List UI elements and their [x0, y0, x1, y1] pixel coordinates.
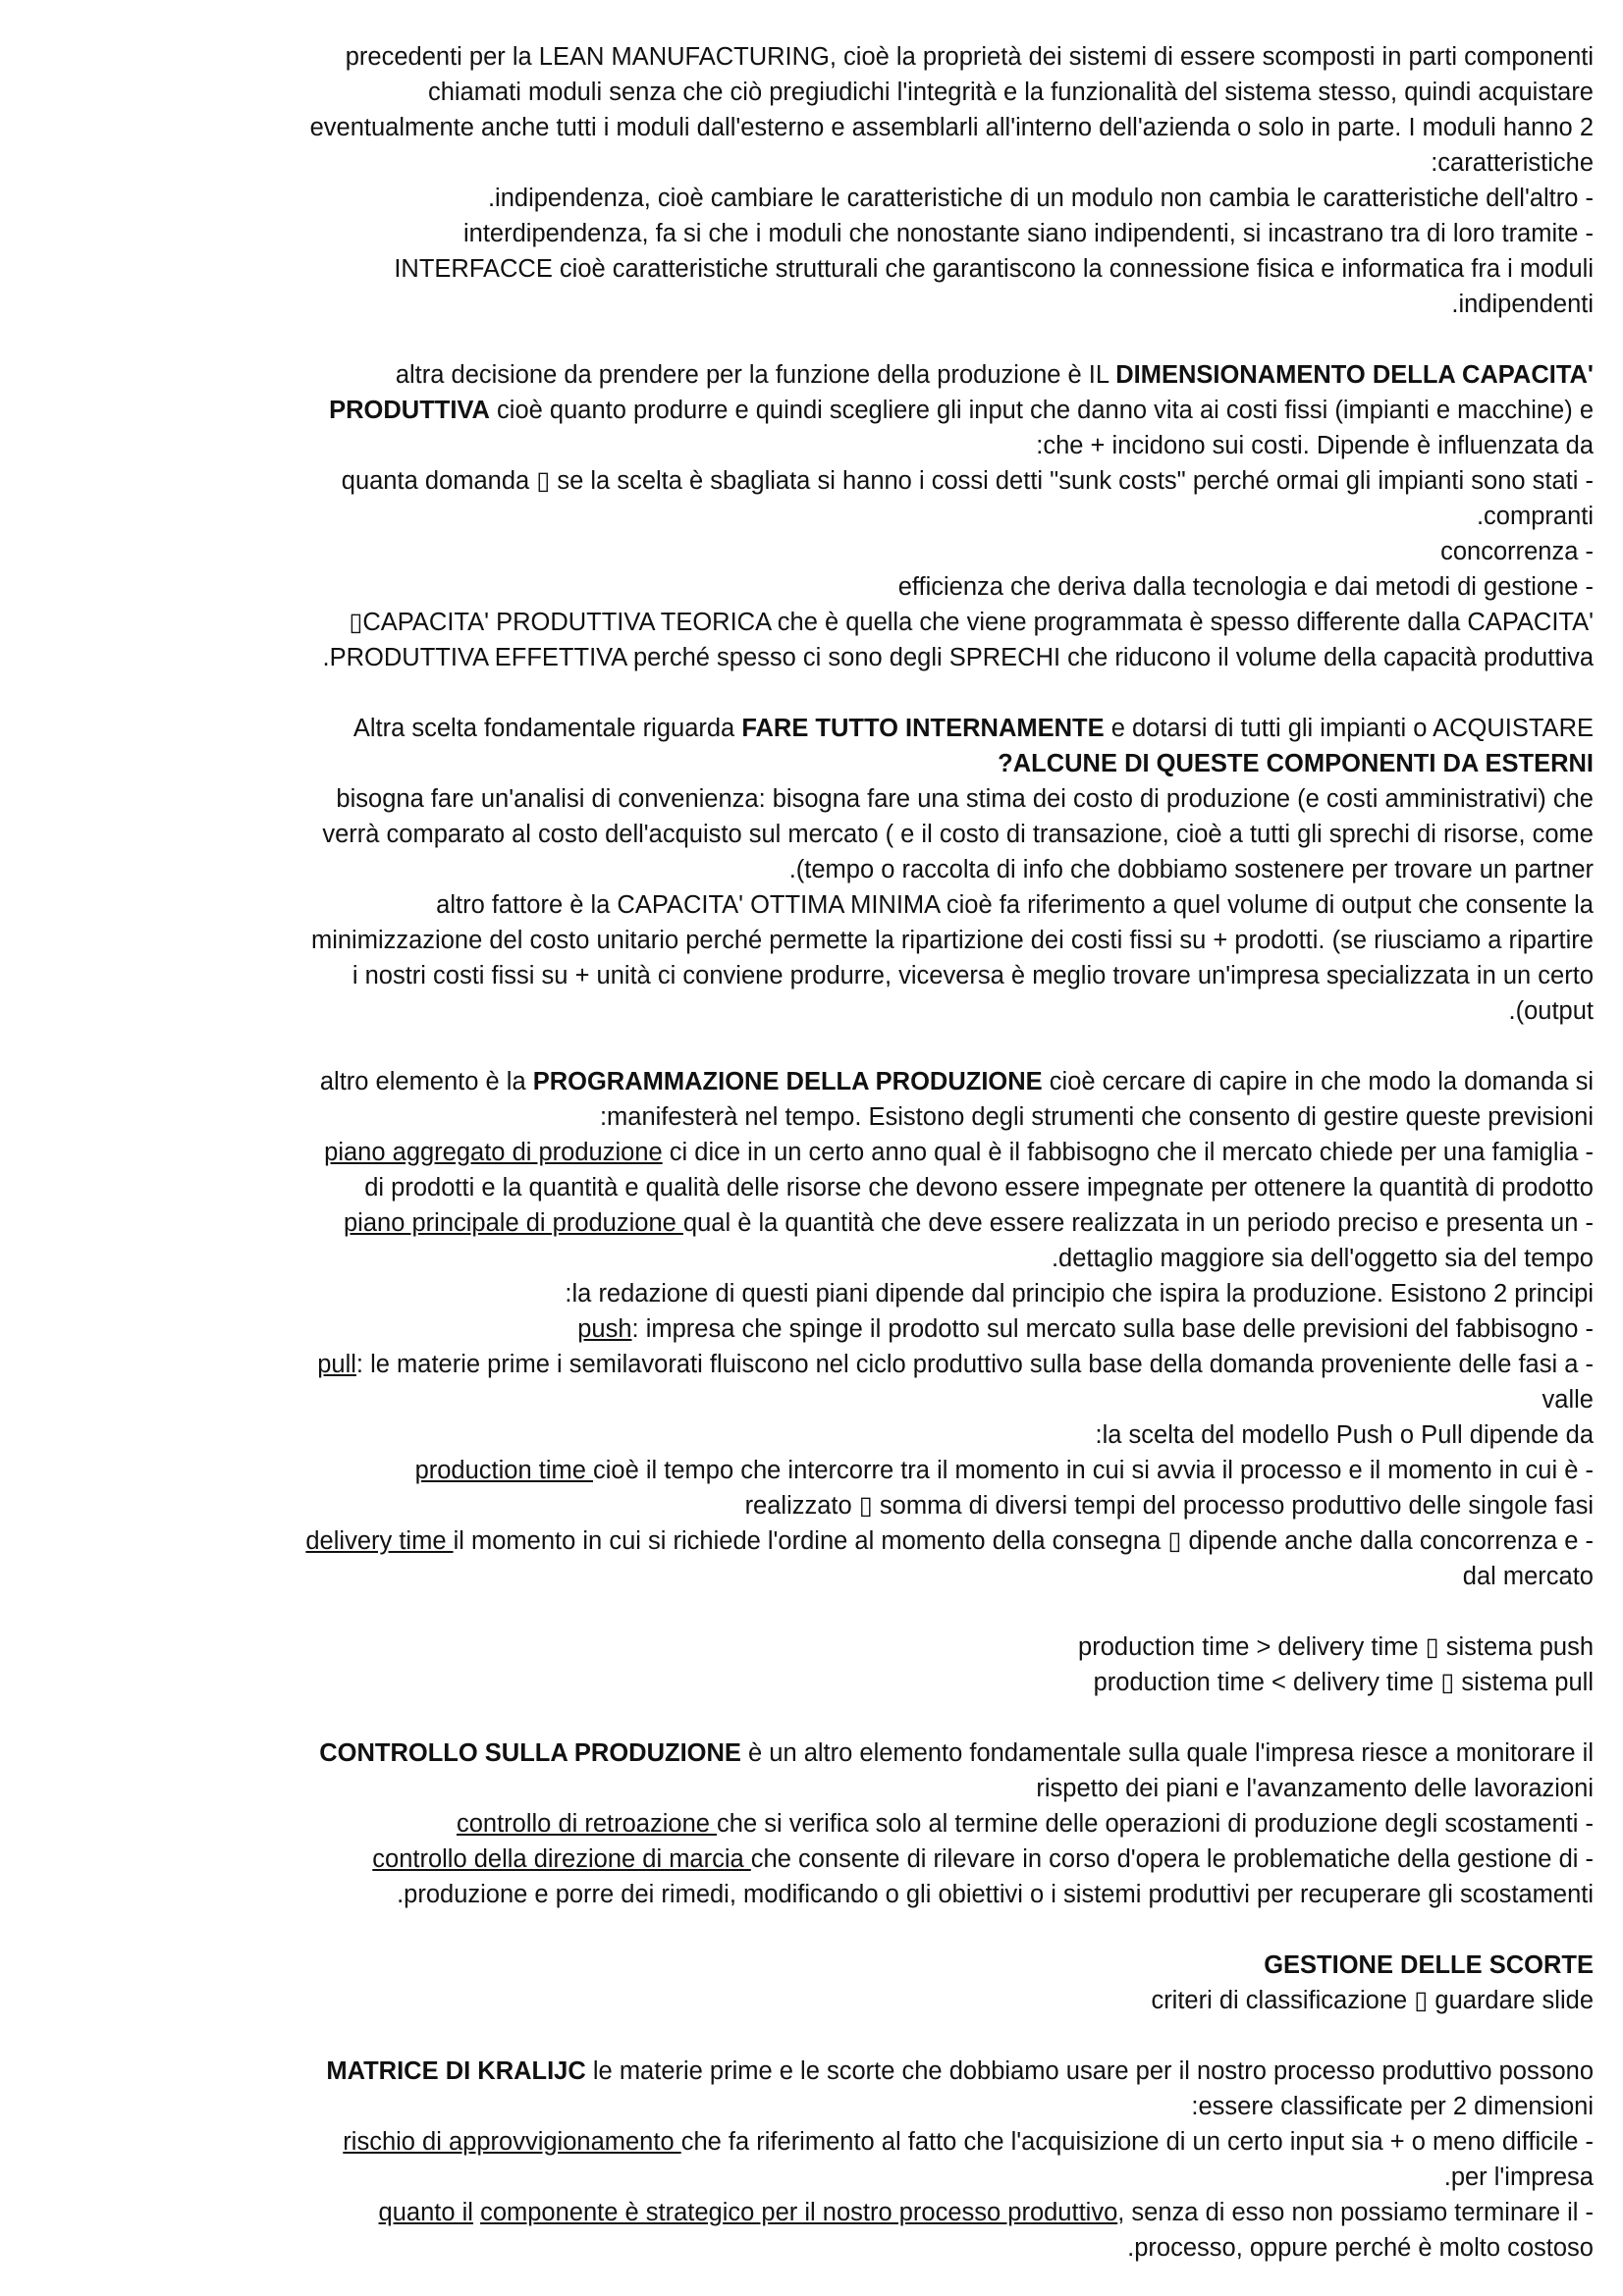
bold-term: PROGRAMMAZIONE DELLA PRODUZIONE — [532, 1068, 1043, 1095]
text-line — [39, 534, 1594, 569]
text-line — [39, 1806, 1594, 1842]
text-line — [39, 2195, 1594, 2230]
underlined-term: controllo della direzione di marcia — [372, 1845, 751, 1873]
text-line — [39, 569, 1594, 605]
text-line — [39, 1735, 1594, 1771]
bold-term: GESTIONE DELLE SCORTE — [1264, 1951, 1594, 1979]
text-segment: production time < delivery time ▯ sistema pull — [1093, 1669, 1594, 1696]
text-line — [39, 1276, 1594, 1311]
paragraph-gap — [39, 1700, 1594, 1735]
text-segment: rispetto dei piani e l'avanzamento delle lavorazioni — [1036, 1775, 1594, 1802]
text-segment: ci dice in un certo anno qual è il fabbisogno che il mercato chiede per una famiglia - — [662, 1139, 1594, 1166]
bold-term: CONTROLLO SULLA PRODUZIONE — [319, 1739, 741, 1767]
text-segment: i nostri costi fissi su + unità ci conviene produrre, viceversa è meglio trovare un'impresa specializzata in un certo — [352, 962, 1594, 989]
text-line — [39, 2124, 1594, 2160]
text-segment: realizzato ▯ somma di diversi tempi del processo produttivo delle singole fasi — [744, 1492, 1594, 1520]
paragraph-gap — [39, 675, 1594, 711]
text-line — [39, 1205, 1594, 1241]
text-segment: :la scelta del modello Push o Pull dipende da — [1095, 1421, 1594, 1449]
text-segment: dal mercato — [1462, 1563, 1594, 1590]
text-line — [39, 145, 1594, 181]
text-segment: chiamati moduli senza che ciò pregiudichi l'integrità e la funzionalità del sistema stesso, quindi acquistare — [427, 79, 1594, 106]
text-segment — [473, 2199, 480, 2226]
text-segment: production time > delivery time ▯ sistema push — [1078, 1633, 1594, 1661]
underlined-term: componente è strategico per il nostro processo produttivo — [480, 2199, 1118, 2226]
paragraph-gap — [39, 2018, 1594, 2054]
bold-term: FARE TUTTO INTERNAMENTE — [741, 715, 1105, 742]
text-line — [39, 1417, 1594, 1453]
text-segment: cioè cercare di capire in che modo la domanda si — [1042, 1068, 1594, 1095]
text-line — [39, 181, 1594, 216]
text-segment: .PRODUTTIVA EFFETTIVA perché spesso ci sono degli SPRECHI che riducono il volume della capacità produttiva — [322, 644, 1594, 671]
text-line — [39, 1311, 1594, 1347]
text-segment: il momento in cui si richiede l'ordine al momento della consegna ▯ dipende anche dalla concorrenza e - — [453, 1527, 1594, 1555]
text-segment: criteri di classificazione ▯ guardare slide — [1151, 1987, 1594, 2014]
text-segment: :la redazione di questi piani dipende dal principio che ispira la produzione. Esistono 2 principi — [565, 1280, 1594, 1308]
text-line — [39, 746, 1594, 781]
text-segment: eventualmente anche tutti i moduli dall'esterno e assemblarli all'interno dell'azienda o solo in parte. I moduli hanno 2 — [309, 114, 1594, 141]
text-segment: :caratteristiche — [1431, 149, 1594, 177]
text-segment: .per l'impresa — [1443, 2163, 1594, 2191]
text-segment: cioè quanto produrre e quindi scegliere gli input che danno vita ai costi fissi (impianti e macchine) e — [489, 397, 1594, 424]
text-segment: qual è la quantità che deve essere realizzata in un periodo preciso e presenta un - — [682, 1209, 1594, 1237]
text-segment: precedenti per la LEAN MANUFACTURING, cioè la proprietà dei sistemi di essere scomposti in parti componenti — [345, 43, 1594, 71]
text-segment: minimizzazione del costo unitario perché permette la ripartizione dei costi fissi su + prodotti. (se riusciamo a ripartire — [310, 927, 1594, 954]
paragraph-gap — [39, 322, 1594, 357]
text-line — [39, 499, 1594, 534]
text-line — [39, 287, 1594, 322]
text-line — [39, 1983, 1594, 2018]
text-segment: : impresa che spinge il prodotto sul mercato sulla base delle previsioni del fabbisogno - — [631, 1315, 1594, 1343]
text-segment: di prodotti e la quantità e qualità delle risorse che devono essere impegnate per ottenere la quantità di prodotto — [364, 1174, 1594, 1201]
text-segment: .processo, oppure perché è molto costoso — [1127, 2234, 1594, 2262]
underlined-term: controllo di retroazione — [456, 1810, 718, 1838]
text-segment: che si verifica solo al termine delle operazioni di produzione degli scostamenti - — [717, 1810, 1594, 1838]
text-line — [39, 1382, 1594, 1417]
paragraph-gap — [39, 1594, 1594, 1629]
text-line — [39, 1559, 1594, 1594]
text-segment: .indipendenza, cioè cambiare le caratteristiche di un modulo non cambia le caratteristiche dell'altro - — [487, 185, 1594, 212]
text-segment: verrà comparato al costo dell'acquisto sul mercato ( e il costo di transazione, cioè a tutti gli sprechi di risorse, come — [322, 821, 1594, 848]
text-line — [39, 251, 1594, 287]
text-segment: efficienza che deriva dalla tecnologia e dai metodi di gestione - — [897, 573, 1594, 601]
text-line — [39, 852, 1594, 887]
text-line — [39, 1877, 1594, 1912]
text-line — [39, 1523, 1594, 1559]
text-line — [39, 1170, 1594, 1205]
text-line — [39, 2054, 1594, 2089]
text-segment: che fa riferimento al fatto che l'acquisizione di un certo input sia + o meno difficile - — [680, 2128, 1594, 2156]
text-line — [39, 1453, 1594, 1488]
underlined-term: delivery time — [305, 1527, 454, 1555]
text-line — [39, 1135, 1594, 1170]
text-line — [39, 39, 1594, 75]
text-segment: : le materie prime i semilavorati fluiscono nel ciclo produttivo sulla base della domanda proveniente delle fasi a - — [355, 1351, 1594, 1378]
text-line — [39, 1948, 1594, 1983]
text-line — [39, 958, 1594, 993]
text-segment: bisogna fare un'analisi di convenienza: bisogna fare una stima dei costo di produzione (e costi amministrativi) che — [336, 785, 1594, 813]
text-line — [39, 110, 1594, 145]
text-line — [39, 887, 1594, 923]
underlined-term: pull — [317, 1351, 356, 1378]
underlined-term: piano principale di produzione — [344, 1209, 683, 1237]
text-line — [39, 1665, 1594, 1700]
bold-term: PRODUTTIVA — [329, 397, 490, 424]
text-line — [39, 1771, 1594, 1806]
text-segment: valle — [1542, 1386, 1594, 1414]
paragraph-gap — [39, 1912, 1594, 1948]
text-line — [39, 817, 1594, 852]
text-line — [39, 463, 1594, 499]
bold-term: MATRICE DI KRALIJC — [326, 2057, 586, 2085]
text-line — [39, 1629, 1594, 1665]
text-segment: , senza di esso non possiamo terminare il - — [1117, 2199, 1594, 2226]
text-line — [39, 2230, 1594, 2266]
text-line — [39, 781, 1594, 817]
text-line — [39, 1488, 1594, 1523]
text-line — [39, 1099, 1594, 1135]
text-segment: .produzione e porre dei rimedi, modificando o gli obiettivi o i sistemi produttivi per recuperare gli scostamenti — [397, 1881, 1594, 1908]
text-segment: .compranti — [1476, 503, 1594, 530]
text-line — [39, 711, 1594, 746]
text-line — [39, 216, 1594, 251]
text-line — [39, 1241, 1594, 1276]
text-line — [39, 923, 1594, 958]
text-line — [39, 1842, 1594, 1877]
text-segment: .dettaglio maggiore sia dell'oggetto sia del tempo — [1051, 1245, 1594, 1272]
text-line — [39, 1347, 1594, 1382]
text-segment: le materie prime e le scorte che dobbiamo usare per il nostro processo produttivo possono — [585, 2057, 1594, 2085]
text-line — [39, 605, 1594, 640]
text-segment: e dotarsi di tutti gli impianti o ACQUISTARE — [1104, 715, 1594, 742]
bold-term: ?ALCUNE DI QUESTE COMPONENTI DA ESTERNI — [998, 750, 1594, 777]
text-segment: altro elemento è la — [319, 1068, 533, 1095]
text-segment: INTERFACCE cioè caratteristiche strutturali che garantiscono la connessione fisica e informatica fra i moduli — [394, 255, 1594, 283]
text-segment: :manifesterà nel tempo. Esistono degli strumenti che consento di gestire queste previsioni — [599, 1103, 1594, 1131]
text-segment: Altra scelta fondamentale riguarda — [352, 715, 742, 742]
underlined-term: production time — [414, 1457, 593, 1484]
text-line — [39, 393, 1594, 428]
text-segment: :essere classificate per 2 dimensioni — [1191, 2093, 1594, 2120]
text-segment: concorrenza - — [1440, 538, 1594, 565]
paragraph-gap — [39, 1029, 1594, 1064]
text-segment: è un altro elemento fondamentale sulla quale l'impresa riesce a monitorare il — [740, 1739, 1594, 1767]
text-segment: ▯CAPACITA' PRODUTTIVA TEORICA che è quella che viene programmata è spesso differente dalla CAPACITA' — [349, 609, 1594, 636]
underlined-term: quanto il — [378, 2199, 473, 2226]
text-segment: .(output — [1508, 997, 1594, 1025]
text-segment: altro fattore è la CAPACITA' OTTIMA MINIMA cioè fa riferimento a quel volume di output che consente la — [436, 891, 1594, 919]
text-segment: .indipendenti — [1451, 291, 1594, 318]
text-line — [39, 428, 1594, 463]
text-segment: altra decisione da prendere per la funzione della produzione è IL — [395, 361, 1116, 389]
text-line — [39, 75, 1594, 110]
text-segment: interdipendenza, fa si che i moduli che nonostante siano indipendenti, si incastrano tra di loro tramite - — [463, 220, 1594, 247]
text-line — [39, 640, 1594, 675]
text-segment: cioè il tempo che intercorre tra il momento in cui si avvia il processo e il momento in cui è - — [593, 1457, 1594, 1484]
text-line — [39, 2160, 1594, 2195]
text-line — [39, 993, 1594, 1029]
text-segment: quanta domanda ▯ se la scelta è sbagliata si hanno i cossi detti "sunk costs" perché ormai gli impianti sono stati - — [341, 467, 1594, 495]
underlined-term: push — [577, 1315, 632, 1343]
text-line — [39, 1064, 1594, 1099]
underlined-term: piano aggregato di produzione — [324, 1139, 663, 1166]
underlined-term: rischio di approvvigionamento — [343, 2128, 681, 2156]
text-line — [39, 2089, 1594, 2124]
bold-term: DIMENSIONAMENTO DELLA CAPACITA' — [1115, 361, 1594, 389]
text-segment: :che + incidono sui costi. Dipende è influenzata da — [1036, 432, 1594, 459]
text-segment: che consente di rilevare in corso d'opera le problematiche della gestione di - — [750, 1845, 1594, 1873]
text-segment: .(tempo o raccolta di info che dobbiamo sostenere per trovare un partner — [788, 856, 1594, 883]
text-line — [39, 357, 1594, 393]
